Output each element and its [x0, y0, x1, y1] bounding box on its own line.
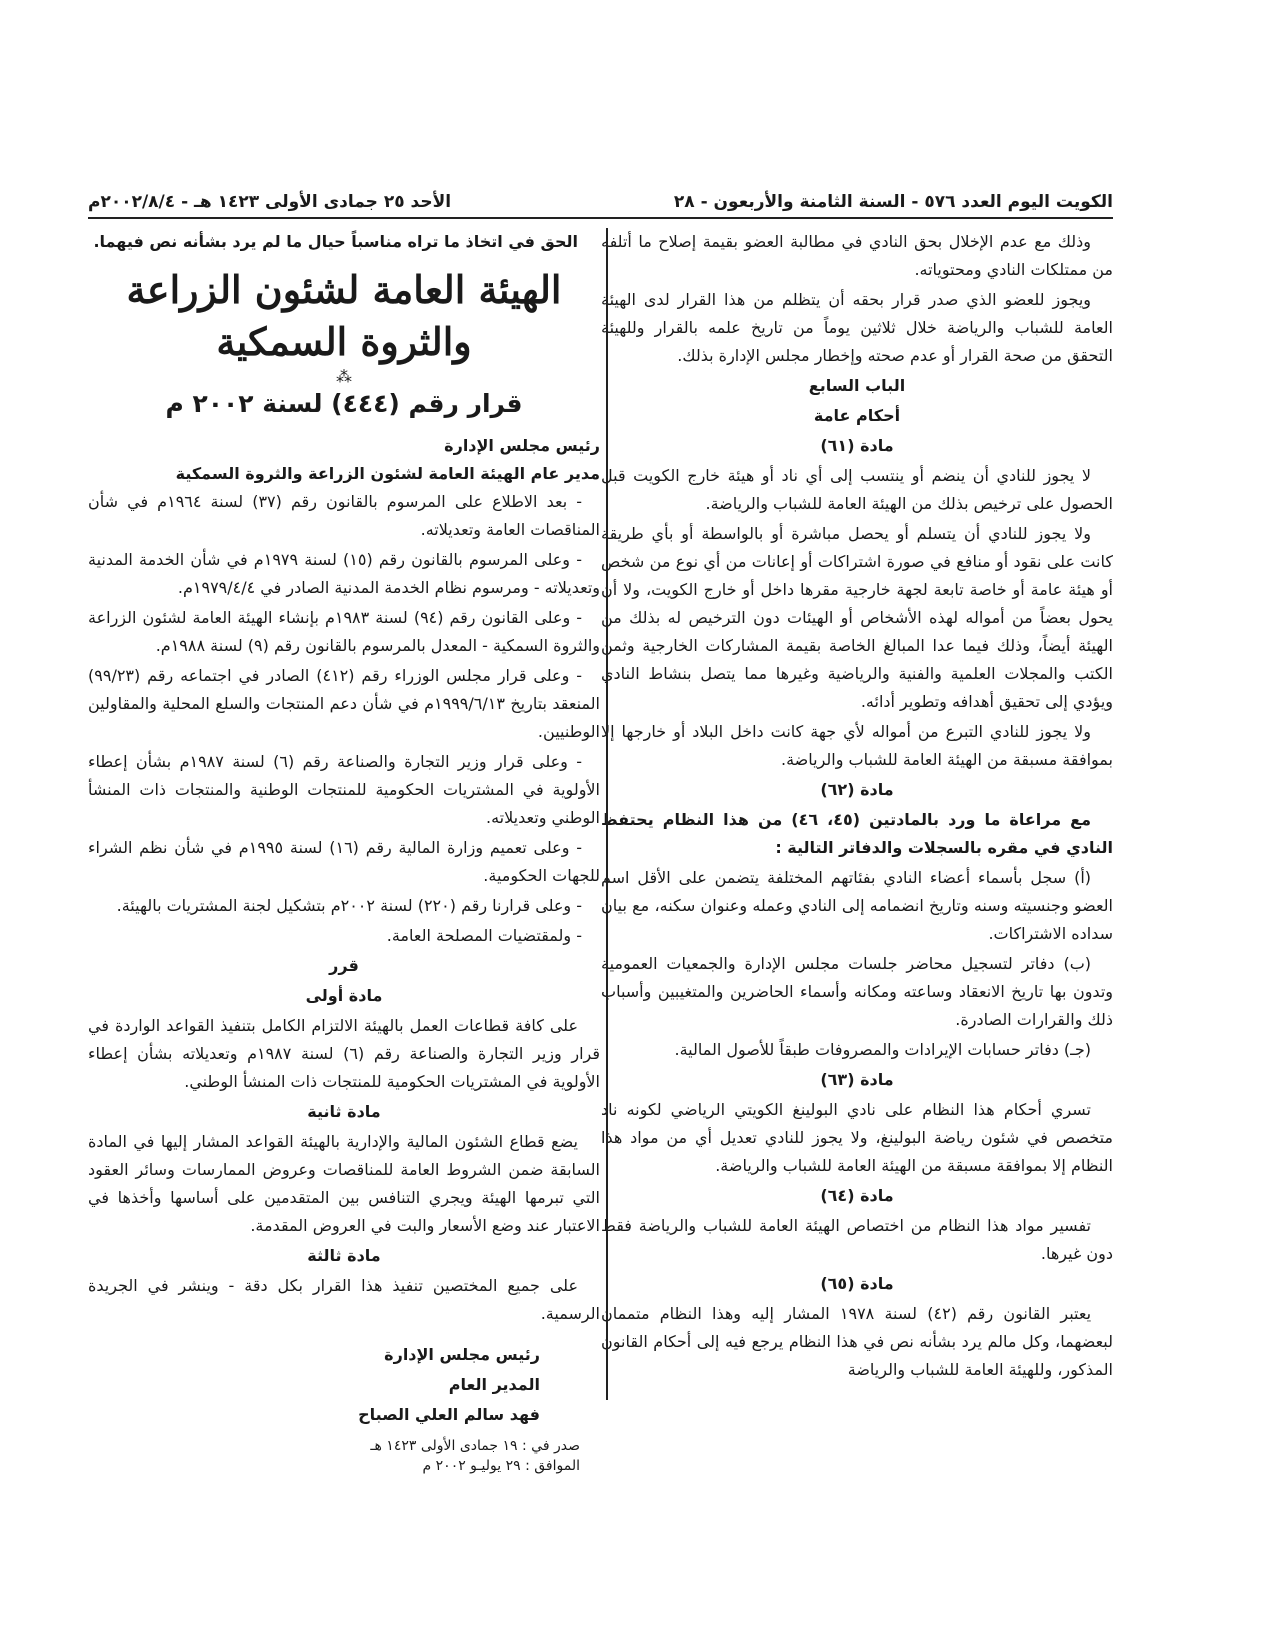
list-item: (جـ) دفاتر حسابات الإيرادات والمصروفات طبقاً للأصول المالية. — [674, 1040, 1091, 1059]
list-item: - وعلى تعميم وزارة المالية رقم (١٦) لسنة ١٩٩٥م في شأن نظم الشراء للجهات الحكومية. — [88, 838, 600, 885]
article-heading: مادة (٦٥) — [820, 1274, 894, 1293]
article-heading: مادة (٦٣) — [820, 1070, 894, 1089]
list-item: - بعد الاطلاع على المرسوم بالقانون رقم (٣٧) لسنة ١٩٦٤م في شأن المناقصات العامة وتعديلاته. — [88, 492, 600, 539]
header-issue: الكويت اليوم العدد ٥٧٦ - السنة الثامنة والأربعون - ٢٨ — [673, 192, 1113, 212]
header-date: الأحد ٢٥ جمادى الأولى ١٤٢٣ هـ - ٢٠٠٢/٨/٤م — [88, 192, 452, 212]
list-item: - وعلى القانون رقم (٩٤) لسنة ١٩٨٣م بإنشاء الهيئة العامة لشئون الزراعة والثروة السمكية - المعدل بالمرسوم بالقانون رقم (٩) لسنة ١٩٨٨م. — [88, 608, 600, 655]
running-header — [88, 187, 1113, 219]
article-heading: مادة أولى — [305, 986, 383, 1005]
article-heading: مادة (٦١) — [820, 436, 894, 455]
article-heading: مادة ثانية — [307, 1102, 381, 1121]
left-column — [88, 228, 601, 1474]
signature-name: فهد سالم العلي الصباح — [358, 1405, 540, 1424]
list-item: (ب) دفاتر لتسجيل محاضر جلسات مجلس الإدارة والجمعيات العمومية وتدون بها تاريخ الانعقاد وساعته ومكانه وأسماء الحاضرين والمتغيبين وأسباب ذلك والقرارات الصادرة. — [601, 954, 1113, 1029]
issue-date-block — [88, 1436, 600, 1476]
list-item: (أ) سجل بأسماء أعضاء النادي بفئاتهم المختلفة يتضمن على الأقل اسم العضو وجنسيته وسنه وتاريخ انضمامه إلى النادي وعمله وعنوان سكنه، مع بيان سداده الاشتراكات. — [601, 868, 1113, 943]
paragraph: على جميع المختصين تنفيذ هذا القرار بكل دقة - وينشر في الجريدة الرسمية. — [88, 1276, 600, 1323]
paragraph: على كافة قطاعات العمل بالهيئة الالتزام الكامل بتنفيذ القواعد الواردة في قرار وزير التجارة والصناعة رقم (٦) لسنة ١٩٨٧م وتعديلاته بشأن إعطاء الأولوية في المشتريات الحكومية للمنتجات ذات المنشأ الوطني. — [88, 1016, 601, 1091]
paragraph: يضع قطاع الشئون المالية والإدارية بالهيئة القواعد المشار إليها في المادة السابقة ضمن الشروط العامة للمناقصات وعروض الممارسات وسائر العقود التي تبرمها الهيئة ويجري التنافس بين المتقدمين على أساسها وأخذها في الاعتبار عند وضع الأسعار والبت في العروض المقدمة. — [88, 1132, 600, 1235]
issuer-title: رئيس مجلس الإدارة — [444, 436, 600, 455]
paragraph: لا يجوز للنادي أن ينضم أو ينتسب إلى أي ناد أو هيئة خارج الكويت قبل الحصول على ترخيص بذلك من الهيئة العامة للشباب والرياضة. — [601, 466, 1113, 513]
chapter-heading: الباب السابع — [808, 376, 906, 395]
issue-date: صدر في : ١٩ جمادى الأولى ١٤٢٣ هـ — [370, 1438, 580, 1454]
decided-heading: قرر — [329, 956, 359, 975]
chapter-subheading: أحكام عامة — [813, 406, 901, 425]
issue-date-gregorian: الموافق : ٢٩ يوليـو ٢٠٠٢ م — [422, 1458, 580, 1474]
list-item: - وعلى قرارنا رقم (٢٢٠) لسنة ٢٠٠٢م بتشكيل لجنة المشتريات بالهيئة. — [116, 896, 582, 915]
list-item: - وعلى قرار وزير التجارة والصناعة رقم (٦) لسنة ١٩٨٧م بشأن إعطاء الأولوية في المشتريات الحكومية للمنتجات الوطنية والمنتجات ذات المنشأ الوطني وتعديلاته. — [88, 752, 600, 827]
list-item: - ولمقتضيات المصلحة العامة. — [386, 926, 582, 945]
paragraph: مع مراعاة ما ورد بالمادتين (٤٥، ٤٦) من هذا النظام يحتفظ النادي في مقره بالسجلات والدفاتر التالية : — [601, 810, 1113, 857]
paragraph: الحق في اتخاذ ما تراه مناسباً حيال ما لم يرد بشأنه نص فيهما. — [93, 232, 578, 251]
list-item: - وعلى قرار مجلس الوزراء رقم (٤١٢) الصادر في اجتماعه رقم (٩٩/٢٣) المنعقد بتاريخ ١٩٩٩/٦/١٣م في شأن دعم المنتجات والسلع المحلية والمقاولين الوطنيين. — [88, 666, 600, 741]
article-heading: مادة (٦٢) — [820, 780, 894, 799]
paragraph: ولا يجوز للنادي التبرع من أمواله لأي جهة كانت داخل البلاد أو خارجها إلا بموافقة مسبقة من الهيئة العامة للشباب والرياضة. — [601, 722, 1113, 769]
decision-title: قرار رقم (٤٤٤) لسنة ٢٠٠٢ م — [165, 389, 523, 418]
recitals — [88, 488, 600, 950]
paragraph: وذلك مع عدم الإخلال بحق النادي في مطالبة العضو بقيمة إصلاح ما أتلفه من ممتلكات النادي ومحتوياته. — [601, 232, 1113, 279]
signature-block — [88, 1340, 600, 1430]
signature-line: رئيس مجلس الإدارة — [384, 1345, 540, 1364]
paragraph: يعتبر القانون رقم (٤٢) لسنة ١٩٧٨ المشار إليه وهذا النظام متممان لبعضهما، وكل مالم يرد بشأنه نص في هذا النظام يرجع فيه إلى أحكام القانون المذكور، وللهيئة العامة للشباب والرياضة — [601, 1304, 1113, 1379]
signature-line: المدير العام — [448, 1375, 540, 1394]
paragraph: تسري أحكام هذا النظام على نادي البولينغ الكويتي الرياضي لكونه ناد متخصص في شئون رياضة البولينغ، ولا يجوز للنادي تعديل أي من مواد هذا النظام إلا بموافقة مسبقة من الهيئة العامة للشباب والرياضة. — [601, 1100, 1113, 1175]
issuer-title: مدير عام الهيئة العامة لشئون الزراعة والثروة السمكية — [175, 464, 600, 483]
paragraph: ويجوز للعضو الذي صدر قرار بحقه أن يتظلم من هذا القرار لدى الهيئة العامة للشباب والرياضة خلال ثلاثين يوماً من تاريخ علمه بالقرار وللهيئة التحقق من صحة القرار أو عدم صحته وإخطار مجلس الإدارة بذلك. — [601, 290, 1113, 365]
ornament-icon: ⁂ — [336, 367, 352, 386]
right-column — [601, 228, 1113, 1400]
column-divider — [606, 228, 608, 1400]
article-heading: مادة (٦٤) — [820, 1186, 894, 1205]
paragraph: ولا يجوز للنادي أن يتسلم أو يحصل مباشرة أو بالواسطة أو بأي طريقة كانت على نقود أو منافع في صورة اشتراكات أو إعانات من أي نوع من شخص أو هيئة عامة أو خاصة تابعة لجهة خارجية مقرها داخل أو خارج الكويت، ولا أن يحول بعضاً من أمواله لهذه الأشخاص أو الهيئات دون الترخيص له بذلك من الهيئة أيضاً، وذلك فيما عدا المبالغ الخاصة بقيمة المشاركات الخارجية وثمن الكتب والمجلات العلمية والفنية والرياضية وغيرها مما يتصل بنشاط النادي ويؤدي إلى تحقيق أهدافه وتطوير أدائه. — [601, 524, 1113, 711]
article-heading: مادة ثالثة — [307, 1246, 381, 1265]
agency-title: الهيئة العامة لشئون الزراعة والثروة السمكية — [126, 267, 562, 364]
paragraph: تفسير مواد هذا النظام من اختصاص الهيئة العامة للشباب والرياضة فقط دون غيرها. — [601, 1216, 1113, 1263]
list-item: - وعلى المرسوم بالقانون رقم (١٥) لسنة ١٩٧٩م في شأن الخدمة المدنية وتعديلاته - ومرسوم نظام الخدمة المدنية الصادر في ١٩٧٩/٤/٤م. — [88, 550, 600, 597]
